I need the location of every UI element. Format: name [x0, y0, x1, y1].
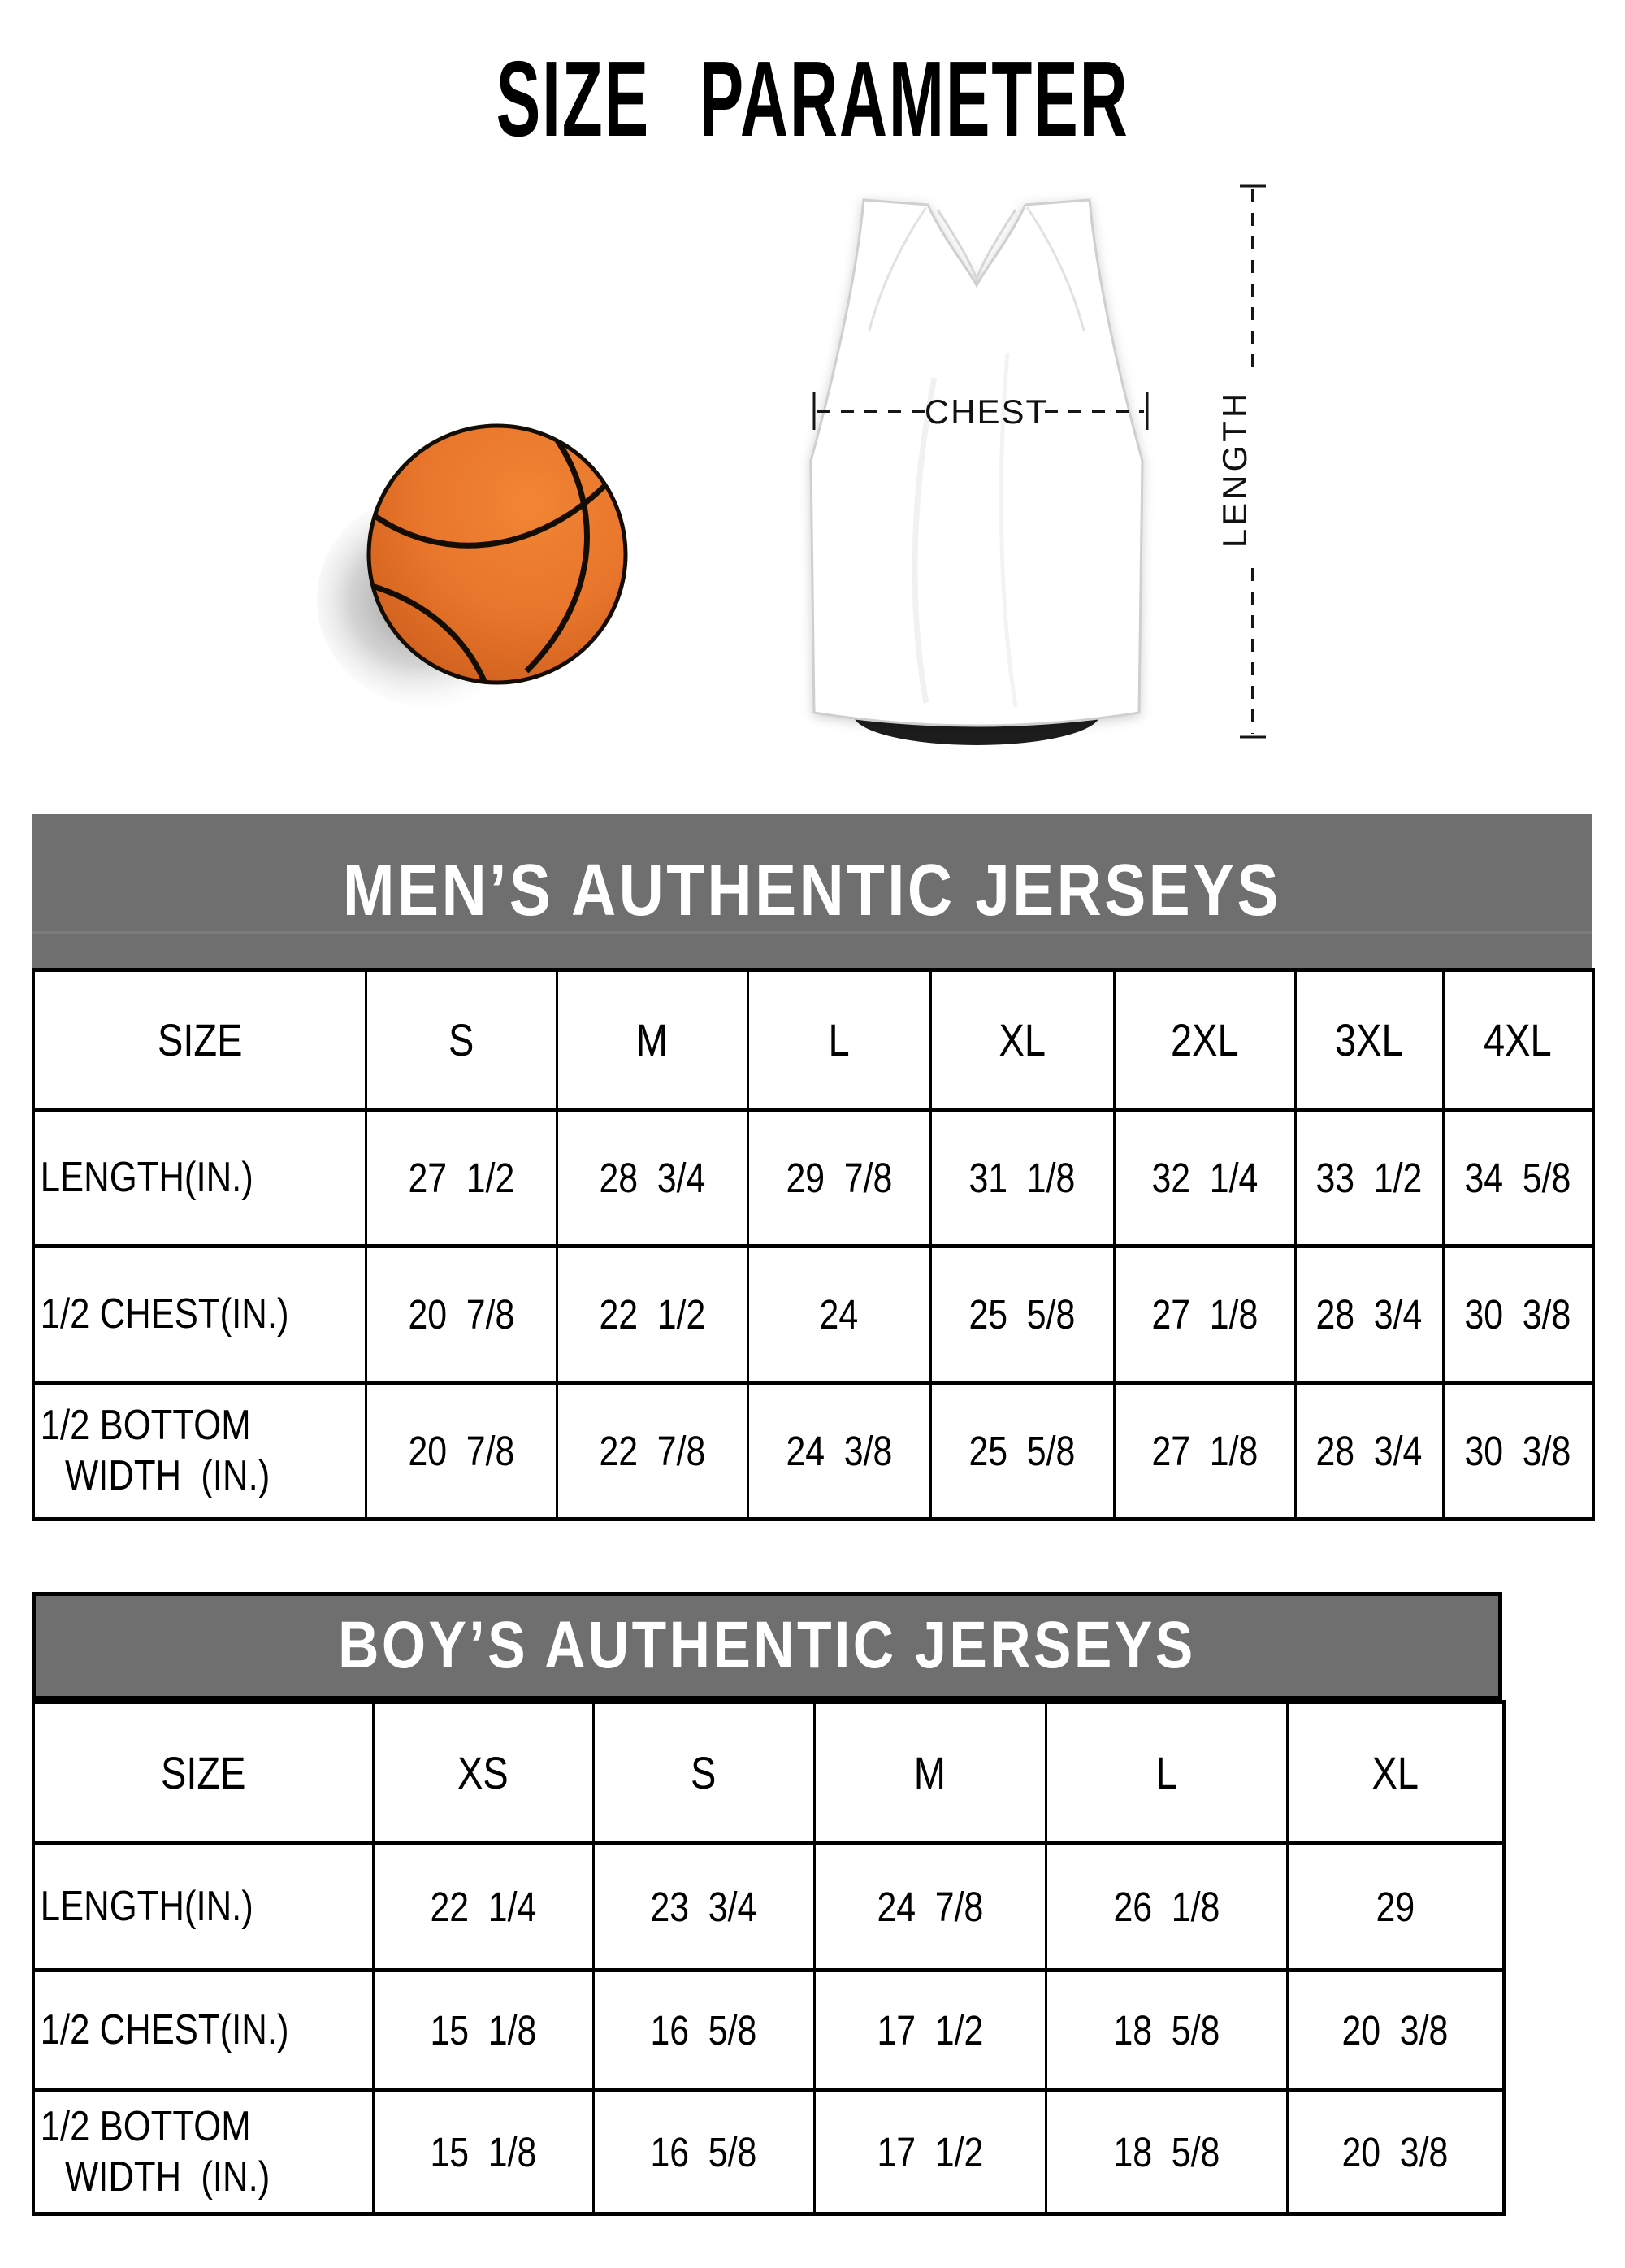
size-column-header: M — [557, 970, 748, 1110]
size-column-header: SIZE — [33, 970, 366, 1110]
size-data-row — [33, 1247, 1593, 1383]
size-value-cell: 28 3/4 — [557, 1110, 748, 1247]
size-value-cell: 17 1/2 — [814, 1971, 1046, 2091]
jersey-diagram — [772, 175, 1308, 768]
size-value-cell: 22 1/2 — [557, 1247, 748, 1383]
mens-header-title: MEN’S AUTHENTIC JERSEYS — [342, 850, 1281, 931]
size-value-cell: 15 1/8 — [373, 2091, 593, 2214]
row-label: 1/2 BOTTOM WIDTH (IN.) — [33, 2091, 373, 2214]
row-label: LENGTH(IN.) — [33, 1844, 373, 1971]
size-data-row — [33, 1844, 1504, 1971]
size-value-cell: 20 7/8 — [366, 1383, 557, 1520]
size-header-row — [33, 1702, 1504, 1844]
size-data-row — [33, 1110, 1593, 1247]
size-value-cell: 18 5/8 — [1046, 2091, 1287, 2214]
size-value-cell: 33 1/2 — [1295, 1110, 1443, 1247]
size-value-cell: 20 3/8 — [1287, 2091, 1504, 2214]
size-column-header: L — [748, 970, 930, 1110]
chest-label: CHEST — [924, 392, 1049, 431]
size-data-row — [33, 1383, 1593, 1520]
size-value-cell: 17 1/2 — [814, 2091, 1046, 2214]
size-column-header: L — [1046, 1702, 1287, 1844]
size-value-cell: 30 3/8 — [1443, 1383, 1593, 1520]
size-value-cell: 29 — [1287, 1844, 1504, 1971]
row-label: 1/2 CHEST(IN.) — [33, 1971, 373, 2091]
size-column-header: M — [814, 1702, 1046, 1844]
size-value-cell: 15 1/8 — [373, 1971, 593, 2091]
size-value-cell: 28 3/4 — [1295, 1247, 1443, 1383]
page-title — [0, 37, 1625, 158]
mens-header-seam-line — [32, 931, 1592, 934]
size-value-cell: 22 7/8 — [557, 1383, 748, 1520]
size-column-header: 4XL — [1443, 970, 1593, 1110]
size-column-header: XS — [373, 1702, 593, 1844]
size-column-header: SIZE — [33, 1702, 373, 1844]
row-label: LENGTH(IN.) — [33, 1110, 366, 1247]
size-value-cell: 16 5/8 — [593, 1971, 814, 2091]
size-data-row — [33, 1971, 1504, 2091]
size-value-cell: 20 7/8 — [366, 1247, 557, 1383]
size-value-cell: 24 3/8 — [748, 1383, 930, 1520]
size-column-header: 3XL — [1295, 970, 1443, 1110]
size-value-cell: 34 5/8 — [1443, 1110, 1593, 1247]
size-value-cell: 26 1/8 — [1046, 1844, 1287, 1971]
size-value-cell: 32 1/4 — [1114, 1110, 1295, 1247]
size-value-cell: 27 1/2 — [366, 1110, 557, 1247]
size-value-cell: 24 — [748, 1247, 930, 1383]
size-value-cell: 31 1/8 — [930, 1110, 1114, 1247]
row-label: 1/2 BOTTOM WIDTH (IN.) — [33, 1383, 366, 1520]
size-value-cell: 27 1/8 — [1114, 1383, 1295, 1520]
size-value-cell: 30 3/8 — [1443, 1247, 1593, 1383]
length-label: LENGTH — [1216, 389, 1254, 549]
basketball-icon — [317, 382, 682, 731]
size-value-cell: 28 3/4 — [1295, 1383, 1443, 1520]
size-column-header: XL — [930, 970, 1114, 1110]
size-header-row — [33, 970, 1593, 1110]
size-value-cell: 22 1/4 — [373, 1844, 593, 1971]
size-data-row — [33, 2091, 1504, 2214]
size-value-cell: 25 5/8 — [930, 1247, 1114, 1383]
boys-size-table — [32, 1700, 1506, 2216]
size-value-cell: 29 7/8 — [748, 1110, 930, 1247]
boys-header-title: BOY’S AUTHENTIC JERSEYS — [338, 1608, 1196, 1682]
mens-size-table — [32, 968, 1595, 1521]
size-column-header: S — [366, 970, 557, 1110]
size-value-cell: 24 7/8 — [814, 1844, 1046, 1971]
row-label: 1/2 CHEST(IN.) — [33, 1247, 366, 1383]
size-value-cell: 16 5/8 — [593, 2091, 814, 2214]
size-value-cell: 23 3/4 — [593, 1844, 814, 1971]
size-column-header: 2XL — [1114, 970, 1295, 1110]
page-title-text: SIZE PARAMETER — [496, 39, 1129, 158]
size-column-header: XL — [1287, 1702, 1504, 1844]
size-value-cell: 18 5/8 — [1046, 1971, 1287, 2091]
size-value-cell: 20 3/8 — [1287, 1971, 1504, 2091]
boys-header-bar — [32, 1592, 1502, 1700]
mens-header-bar — [32, 814, 1592, 968]
size-column-header: S — [593, 1702, 814, 1844]
size-value-cell: 27 1/8 — [1114, 1247, 1295, 1383]
size-value-cell: 25 5/8 — [930, 1383, 1114, 1520]
